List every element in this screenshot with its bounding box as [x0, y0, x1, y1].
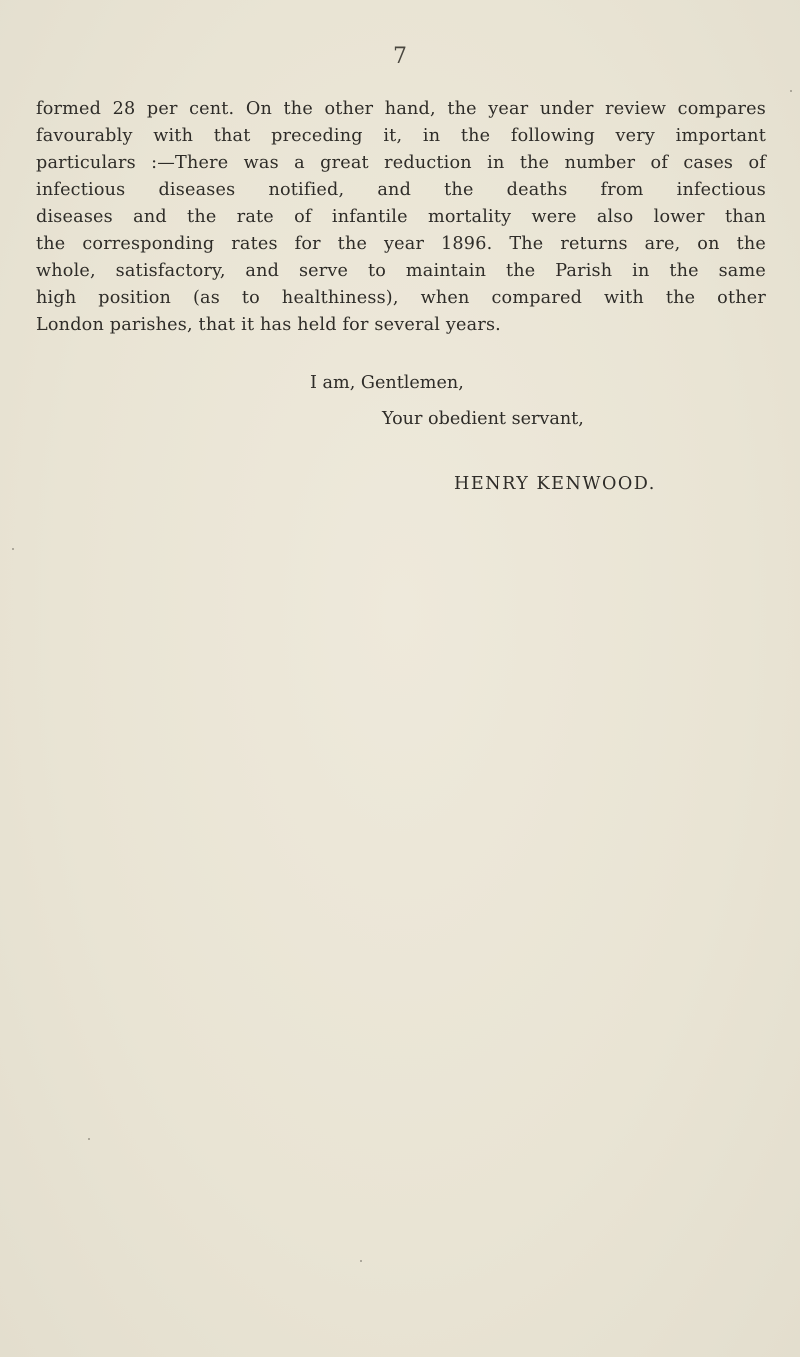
- body-line: infectious diseases notified, and the deaths from infectious: [36, 180, 766, 200]
- page-number: 7: [393, 44, 407, 69]
- closing-servant-line: Your obedient servant,: [382, 409, 584, 429]
- paper-speck: [790, 90, 792, 92]
- paper-speck: [12, 548, 14, 550]
- body-line: favourably with that preceding it, in the following very important: [36, 126, 766, 146]
- body-line: high position (as to healthiness), when compared with the other: [36, 288, 766, 308]
- signature-name: HENRY KENWOOD.: [454, 474, 656, 494]
- body-line: whole, satisfactory, and serve to maintain the Parish in the same: [36, 261, 766, 281]
- closing-salutation: I am, Gentlemen,: [310, 373, 464, 393]
- body-line: London parishes, that it has held for several years.: [36, 315, 501, 335]
- paper-speck: [88, 1138, 90, 1140]
- body-paragraph: [36, 96, 766, 339]
- body-line: formed 28 per cent. On the other hand, the year under review compares: [36, 99, 766, 119]
- body-line: the corresponding rates for the year 1896. The returns are, on the: [36, 234, 766, 254]
- body-line: particulars :—There was a great reduction in the number of cases of: [36, 153, 766, 173]
- body-line: diseases and the rate of infantile mortality were also lower than: [36, 207, 766, 227]
- paper-speck: [360, 1260, 362, 1262]
